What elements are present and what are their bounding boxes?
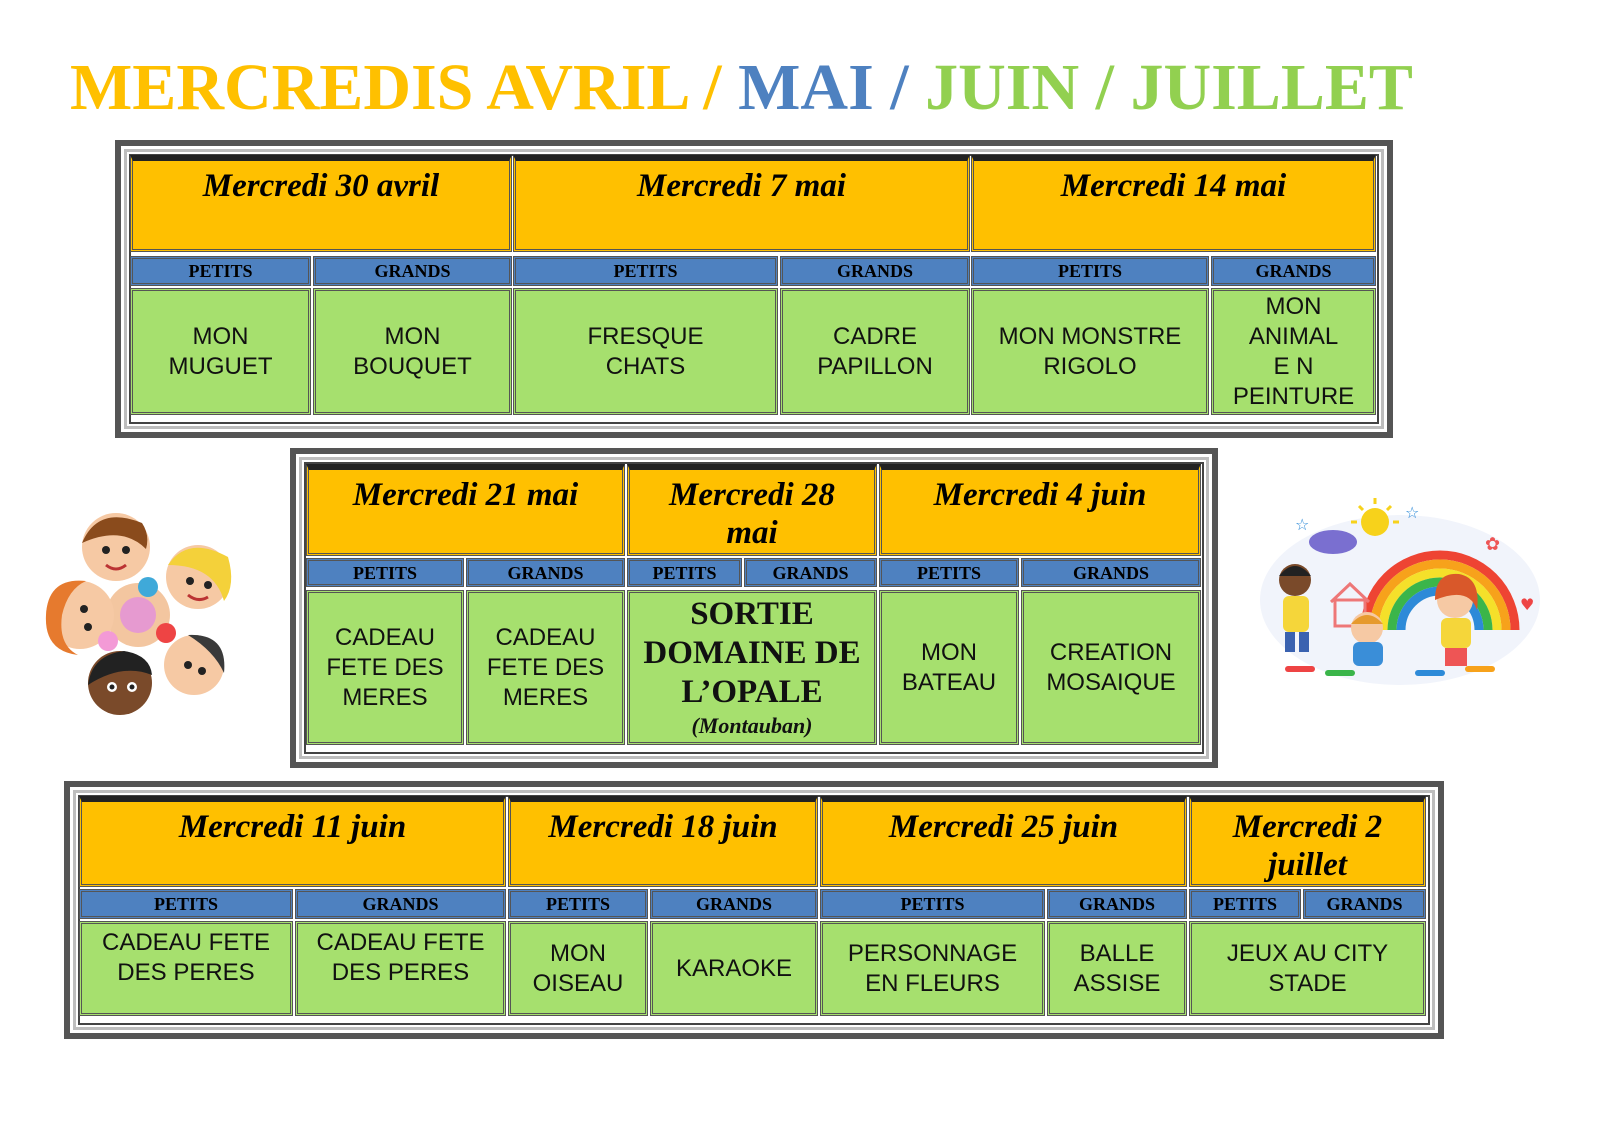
day-header: Mercredi 14 mai: [971, 155, 1376, 252]
activity-cell: [513, 288, 778, 415]
group-petits: PETITS: [508, 889, 648, 919]
title-avril: MERCREDIS AVRIL /: [70, 51, 722, 124]
activity-text: CADEAU FETE DES MERES: [326, 623, 444, 711]
activity-text: CADEAU FETE DES PERES: [101, 929, 271, 986]
activity-text: CADEAU FETE DES PERES: [316, 929, 485, 986]
activity-text: CREATION MOSAIQUE: [1046, 638, 1176, 696]
group-grands: GRANDS: [313, 256, 512, 286]
day-header: Mercredi 11 juin: [79, 796, 506, 887]
activity-cell: [1047, 921, 1187, 1016]
title-juin-juillet: JUIN / JUILLET: [908, 51, 1413, 124]
activity-cell: [650, 921, 818, 1016]
day-header: [627, 464, 877, 556]
activity-text: MON BOUQUET: [353, 322, 472, 380]
group-grands: GRANDS: [744, 558, 877, 587]
title-mai: MAI /: [721, 51, 909, 124]
activity-cell: [1021, 590, 1201, 745]
activity-text: KARAOKE: [675, 954, 793, 982]
activity-text: PERSONNAGE EN FLEURS: [847, 939, 1018, 997]
group-petits: PETITS: [820, 889, 1045, 919]
children-painting-rainbow-illustration: [1255, 490, 1545, 690]
activity-text: MON ANIMAL E N PEINTURE: [1232, 292, 1355, 410]
group-petits: PETITS: [879, 558, 1019, 587]
svg-text:☆: ☆: [1405, 503, 1420, 522]
group-petits: PETITS: [306, 558, 464, 587]
activity-cell: [306, 590, 464, 745]
activity-cell: [1189, 921, 1426, 1016]
group-grands: GRANDS: [650, 889, 818, 919]
activity-text: CADEAU FETE DES MERES: [486, 623, 605, 711]
activity-cell: [466, 590, 625, 745]
group-petits: PETITS: [513, 256, 778, 286]
group-grands: GRANDS: [295, 889, 506, 919]
activity-cell: [1211, 288, 1376, 415]
day-header: Mercredi 4 juin: [879, 464, 1201, 556]
activity-text: FRESQUE CHATS: [587, 322, 704, 380]
outing-place: (Montauban): [691, 713, 813, 738]
outing-cell: [627, 590, 877, 745]
day-header: Mercredi 21 mai: [306, 464, 625, 556]
activity-text: JEUX AU CITY STADE: [1226, 939, 1389, 997]
activity-cell: [79, 921, 293, 1016]
svg-text:✿: ✿: [1485, 534, 1501, 555]
group-grands: GRANDS: [466, 558, 625, 587]
page-title: [70, 48, 1540, 128]
day-header-text: Mercredi 28 mai: [669, 477, 835, 551]
activity-cell: [780, 288, 970, 415]
day-header: Mercredi 30 avril: [130, 155, 512, 252]
children-circle-illustration: [38, 505, 238, 720]
activity-text: BALLE ASSISE: [1073, 939, 1161, 997]
activity-text: MON BATEAU: [901, 638, 997, 696]
activity-cell: [130, 288, 311, 415]
activity-text: MON MUGUET: [168, 322, 273, 380]
activity-cell: [820, 921, 1045, 1016]
group-petits: PETITS: [130, 256, 311, 286]
group-petits: PETITS: [627, 558, 742, 587]
day-header: [1189, 796, 1426, 887]
svg-text:☆: ☆: [1295, 515, 1310, 534]
activity-text: CADRE PAPILLON: [817, 322, 933, 380]
activity-cell: [508, 921, 648, 1016]
activity-cell: [879, 590, 1019, 745]
activity-cell: [313, 288, 512, 415]
day-header: Mercredi 18 juin: [508, 796, 818, 887]
activity-cell: [295, 921, 506, 1016]
group-petits: PETITS: [1189, 889, 1301, 919]
activity-cell: [971, 288, 1209, 415]
group-grands: GRANDS: [1047, 889, 1187, 919]
group-grands: GRANDS: [1211, 256, 1376, 286]
outing-title: SORTIE DOMAINE DE L’OPALE: [643, 596, 861, 710]
activity-text: MON OISEAU: [532, 939, 624, 997]
group-petits: PETITS: [971, 256, 1209, 286]
activity-text: MON MONSTRE RIGOLO: [998, 322, 1182, 380]
group-grands: GRANDS: [1303, 889, 1426, 919]
group-grands: GRANDS: [780, 256, 970, 286]
svg-text:♥: ♥: [1520, 595, 1535, 614]
group-grands: GRANDS: [1021, 558, 1201, 587]
day-header: Mercredi 7 mai: [513, 155, 970, 252]
day-header: Mercredi 25 juin: [820, 796, 1187, 887]
day-header-text: Mercredi 2 juillet: [1232, 809, 1383, 883]
group-petits: PETITS: [79, 889, 293, 919]
